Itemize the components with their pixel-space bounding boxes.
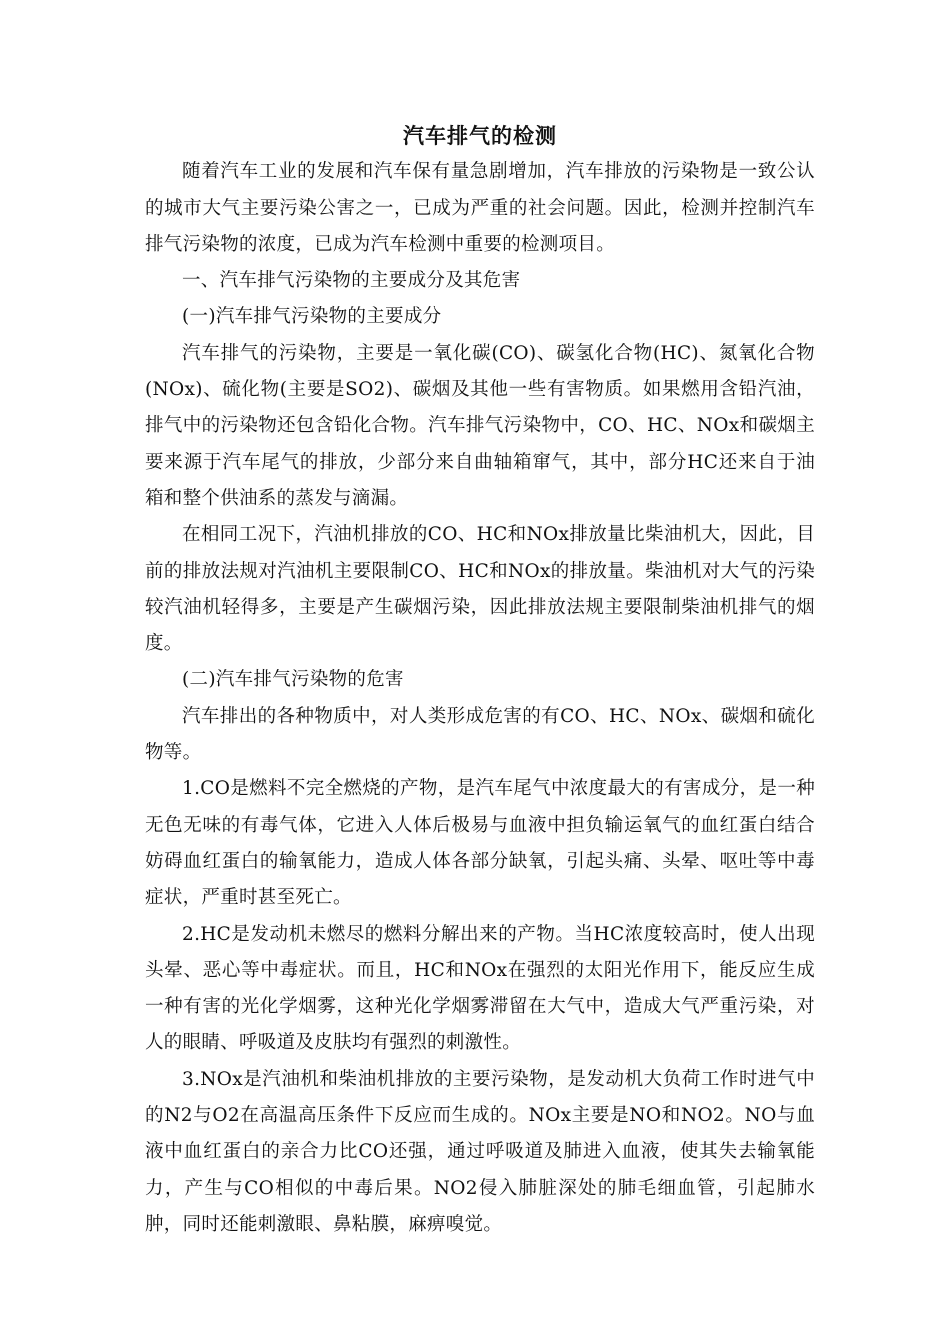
paragraph-intro: 随着汽车工业的发展和汽车保有量急剧增加，汽车排放的污染物是一致公认的城市大气主要污染公害之一，已成为严重的社会问题。因此，检测并控制汽车排气污染物的浓度，已成为汽车检测中重要的检测项目。 [145, 161, 815, 255]
document-title: 汽车排气的检测 [403, 124, 557, 148]
list-item-nox: 3.NOx是汽油机和柴油机排放的主要污染物，是发动机大负荷工作时进气中的N2与O2在高温高压条件下反应而生成的。NOx主要是NO和NO2。NO与血液中血红蛋白的亲合力比CO还强，通过呼吸道及肺进入血液，使其失去输氧能力，产生与CO相似的中毒后果。NO2侵入肺脏深处的肺毛细血管，引起肺水肿，同时还能刺激眼、鼻粘膜，麻痹嗅觉。 [145, 1068, 815, 1235]
list-item-co: 1.CO是燃料不完全燃烧的产物，是汽车尾气中浓度最大的有害成分，是一种无色无味的有毒气体，它进入人体后极易与血液中担负输运氧气的血红蛋白结合妨碍血红蛋白的输氧能力，造成人体各部分缺氧，引起头痛、头晕、呕吐等中毒症状，严重时甚至死亡。 [145, 778, 815, 909]
paragraph-comparison: 在相同工况下，汽油机排放的CO、HC和NOx排放量比柴油机大，因此，目前的排放法规对汽油机主要限制CO、HC和NOx的排放量。柴油机对大气的污染较汽油机轻得多，主要是产生碳烟污染，因此排放法规主要限制柴油机排气的烟度。 [145, 524, 815, 655]
list-item-hc: 2.HC是发动机未燃尽的燃料分解出来的产物。当HC浓度较高时，使人出现头晕、恶心等中毒症状。而且，HC和NOx在强烈的太阳光作用下，能反应生成一种有害的光化学烟雾，这种光化学烟雾滞留在大气中，造成大气严重污染，对人的眼睛、呼吸道及皮肤均有强烈的刺激性。 [145, 923, 815, 1054]
section-heading-1: 一、汽车排气污染物的主要成分及其危害 [182, 270, 521, 292]
document-body [145, 118, 815, 1243]
paragraph-hazards-intro: 汽车排出的各种物质中，对人类形成危害的有CO、HC、NOx、碳烟和硫化物等。 [145, 705, 815, 764]
subsection-heading-1: (一)汽车排气污染物的主要成分 [182, 306, 442, 328]
subsection-heading-2: (二)汽车排气污染物的危害 [182, 669, 404, 691]
paragraph-components: 汽车排气的污染物，主要是一氧化碳(CO)、碳氢化合物(HC)、氮氧化合物(NOx)、硫化物(主要是SO2)、碳烟及其他一些有害物质。如果燃用含铅汽油，排气中的污染物还包含铅化合物。汽车排气污染物中，CO、HC、NOx和碳烟主要来源于汽车尾气的排放，少部分来自曲轴箱窜气，其中，部分HC还来自于油箱和整个供油系的蒸发与滴漏。 [145, 342, 815, 509]
